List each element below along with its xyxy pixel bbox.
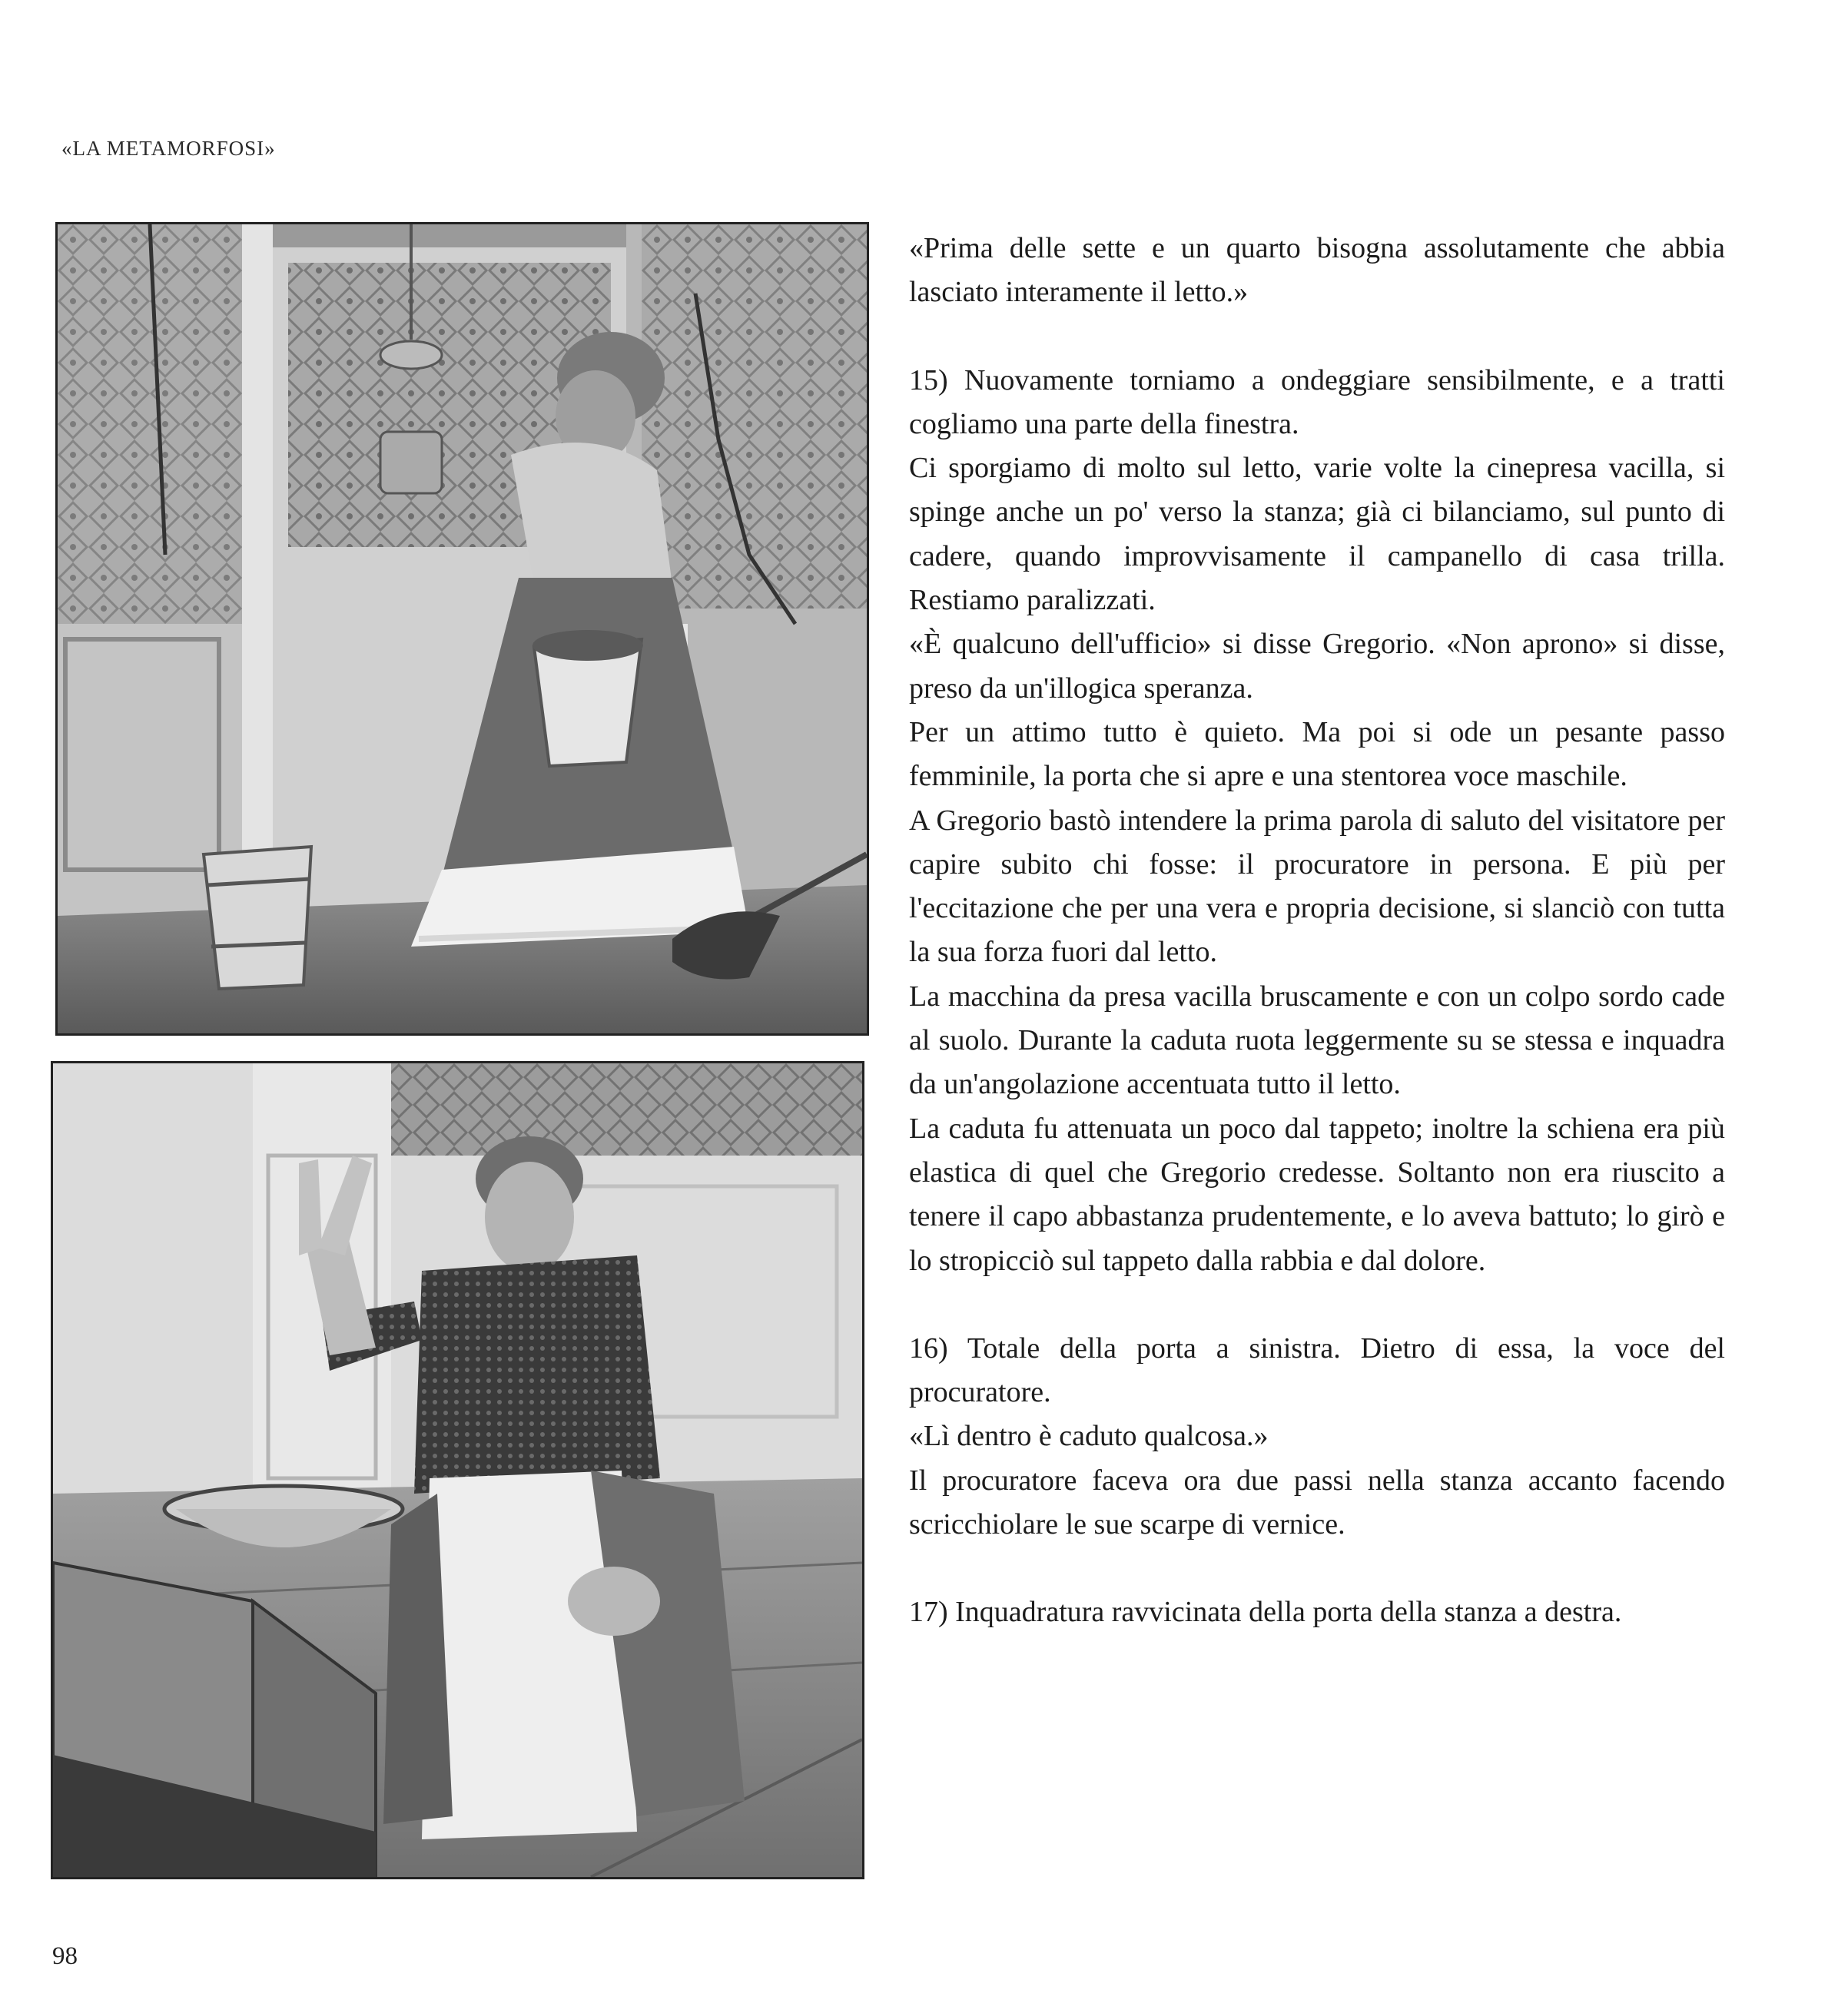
paragraph: «Lì dentro è caduto qualcosa.» <box>909 1420 1269 1453</box>
paragraph: 16) Totale della porta a sinistra. Dietro di essa, la voce del procuratore. <box>909 1331 1725 1409</box>
photo-kneeling-woman-image <box>53 1063 862 1877</box>
paragraph: Per un attimo tutto è quieto. Ma poi si ode un pesante passo femminile, la porta che si apre e una stentorea voce maschile. <box>909 715 1725 793</box>
paragraph: La caduta fu attenuata un poco dal tappeto; inoltre la schiena era più elastica di quel che Gregorio credesse. Soltanto non era riuscito a tenere il capo abbastanza prudentemente, e lo aveva battuto; lo girò e lo stropicciò sul tappeto dalla rabbia e dal dolore. <box>909 1112 1725 1277</box>
paragraph: Il procuratore faceva ora due passi nella stanza accanto facendo scricchiolare le sue scarpe di vernice. <box>909 1464 1725 1541</box>
photo-kneeling-woman <box>51 1061 864 1879</box>
paragraph: Ci sporgiamo di molto sul letto, varie volte la cinepresa vacilla, si spinge anche un po' verso la stanza; già ci bilanciamo, sul punto di cadere, quando improvvisamente il campanello di casa trilla. Restiamo paralizzati. <box>909 452 1725 617</box>
paragraph-gap <box>909 1283 1725 1327</box>
paragraph: «È qualcuno dell'ufficio» si disse Gregorio. «Non aprono» si disse, preso da un'illogica speranza. <box>909 628 1725 705</box>
body-text <box>909 227 1725 1635</box>
paragraph: La macchina da presa vacilla bruscamente e con un colpo sordo cade al suolo. Durante la caduta ruota leggermente su se stessa e inquadra da un'angolazione accentuata tutto il letto. <box>909 980 1725 1101</box>
paragraph-gap <box>909 315 1725 359</box>
photo-woman-with-bucket-image <box>58 224 867 1033</box>
page-number: 98 <box>52 1942 78 1970</box>
paragraph-gap <box>909 1547 1725 1590</box>
paragraph: 17) Inquadratura ravvicinata della porta della stanza a destra. <box>909 1596 1622 1629</box>
paragraph: «Prima delle sette e un quarto bisogna assolutamente che abbia lasciato interamente il letto.» <box>909 232 1725 309</box>
paragraph: A Gregorio bastò intendere la prima parola di saluto del visitatore per capire subito chi fosse: il procuratore in persona. E più per l'eccitazione che per una vera e propria decisione, si slanciò con tutta la sua forza fuori dal letto. <box>909 804 1725 969</box>
photo-woman-with-bucket <box>55 222 869 1036</box>
paragraph: 15) Nuovamente torniamo a ondeggiare sensibilmente, e a tratti cogliamo una parte della finestra. <box>909 363 1725 440</box>
running-header: «LA METAMORFOSI» <box>61 137 276 160</box>
